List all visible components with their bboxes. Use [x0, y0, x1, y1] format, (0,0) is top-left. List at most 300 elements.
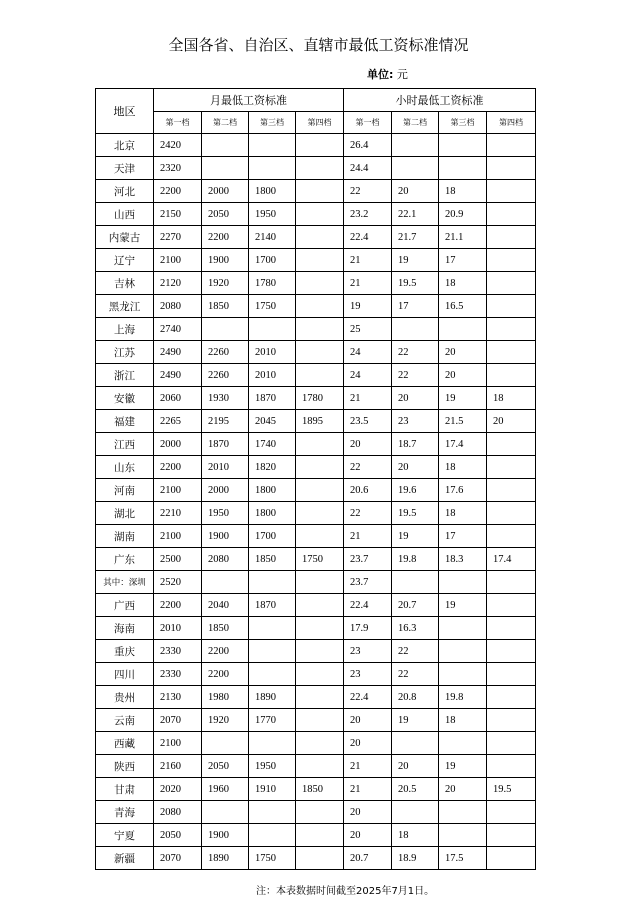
table-row — [96, 755, 536, 778]
hourly-tier-3-cell: 18 — [439, 456, 487, 479]
monthly-tier-4-cell — [296, 525, 344, 548]
region-cell: 广西 — [96, 594, 154, 617]
hourly-tier-2-cell — [392, 801, 439, 824]
unit-value: 元 — [396, 68, 408, 81]
hourly-tier-2-cell: 22 — [392, 640, 439, 663]
hourly-tier-1-cell: 24.4 — [344, 157, 392, 180]
hourly-tier-1-cell: 25 — [344, 318, 392, 341]
hourly-tier-2-cell: 19.5 — [392, 502, 439, 525]
monthly-tier-1-cell: 2320 — [154, 157, 202, 180]
region-cell: 江西 — [96, 433, 154, 456]
monthly-tier-3-cell: 1870 — [249, 594, 296, 617]
hourly-tier-3-cell — [439, 157, 487, 180]
hourly-tier-3-cell: 17.6 — [439, 479, 487, 502]
monthly-tier-3-cell: 1780 — [249, 272, 296, 295]
region-cell: 西藏 — [96, 732, 154, 755]
hourly-tier-1-cell: 26.4 — [344, 134, 392, 157]
hourly-tier-4-cell — [487, 686, 536, 709]
monthly-tier-4-cell — [296, 203, 344, 226]
header-monthly-tier-4: 第四档 — [296, 112, 344, 134]
hourly-tier-2-cell — [392, 157, 439, 180]
table-row — [96, 640, 536, 663]
table-row — [96, 157, 536, 180]
hourly-tier-3-cell: 21.1 — [439, 226, 487, 249]
hourly-tier-4-cell — [487, 456, 536, 479]
hourly-tier-2-cell: 19 — [392, 525, 439, 548]
header-hourly-tier-3: 第三档 — [439, 112, 487, 134]
hourly-tier-2-cell: 23 — [392, 410, 439, 433]
hourly-tier-1-cell: 21 — [344, 249, 392, 272]
monthly-tier-2-cell: 2260 — [202, 364, 249, 387]
monthly-tier-4-cell — [296, 341, 344, 364]
region-cell: 福建 — [96, 410, 154, 433]
monthly-tier-1-cell: 2210 — [154, 502, 202, 525]
monthly-tier-4-cell: 1895 — [296, 410, 344, 433]
hourly-tier-3-cell: 18 — [439, 709, 487, 732]
hourly-tier-2-cell: 22 — [392, 364, 439, 387]
table-row — [96, 732, 536, 755]
hourly-tier-1-cell: 24 — [344, 341, 392, 364]
monthly-tier-2-cell — [202, 571, 249, 594]
monthly-tier-3-cell: 2140 — [249, 226, 296, 249]
monthly-tier-4-cell — [296, 709, 344, 732]
monthly-tier-1-cell: 2130 — [154, 686, 202, 709]
region-cell: 海南 — [96, 617, 154, 640]
monthly-tier-3-cell: 1750 — [249, 847, 296, 870]
monthly-tier-3-cell: 1750 — [249, 295, 296, 318]
monthly-tier-4-cell — [296, 617, 344, 640]
table-row — [96, 433, 536, 456]
region-cell: 云南 — [96, 709, 154, 732]
hourly-tier-3-cell — [439, 571, 487, 594]
monthly-tier-1-cell: 2490 — [154, 341, 202, 364]
monthly-tier-4-cell — [296, 847, 344, 870]
monthly-tier-4-cell — [296, 663, 344, 686]
monthly-tier-3-cell: 1950 — [249, 203, 296, 226]
table-row — [96, 502, 536, 525]
hourly-tier-4-cell: 20 — [487, 410, 536, 433]
monthly-tier-2-cell: 1890 — [202, 847, 249, 870]
monthly-tier-1-cell: 2500 — [154, 548, 202, 571]
hourly-tier-4-cell — [487, 571, 536, 594]
region-cell: 陕西 — [96, 755, 154, 778]
monthly-tier-4-cell — [296, 456, 344, 479]
hourly-tier-2-cell: 20 — [392, 755, 439, 778]
monthly-tier-3-cell: 1700 — [249, 525, 296, 548]
monthly-tier-1-cell: 2120 — [154, 272, 202, 295]
monthly-tier-2-cell: 1850 — [202, 617, 249, 640]
table-row — [96, 410, 536, 433]
monthly-tier-3-cell: 1800 — [249, 180, 296, 203]
monthly-tier-2-cell: 1950 — [202, 502, 249, 525]
hourly-tier-2-cell: 18 — [392, 824, 439, 847]
region-cell: 新疆 — [96, 847, 154, 870]
table-row — [96, 226, 536, 249]
table-row — [96, 180, 536, 203]
header-hourly-tier-1: 第一档 — [344, 112, 392, 134]
region-cell: 天津 — [96, 157, 154, 180]
monthly-tier-2-cell: 2195 — [202, 410, 249, 433]
hourly-tier-2-cell: 19 — [392, 249, 439, 272]
monthly-tier-3-cell — [249, 824, 296, 847]
monthly-tier-2-cell — [202, 801, 249, 824]
hourly-tier-2-cell: 20.5 — [392, 778, 439, 801]
hourly-tier-1-cell: 20 — [344, 732, 392, 755]
monthly-tier-4-cell — [296, 571, 344, 594]
region-cell: 河南 — [96, 479, 154, 502]
hourly-tier-4-cell — [487, 594, 536, 617]
hourly-tier-2-cell: 20 — [392, 456, 439, 479]
region-cell: 安徽 — [96, 387, 154, 410]
monthly-tier-4-cell: 1780 — [296, 387, 344, 410]
region-cell: 四川 — [96, 663, 154, 686]
hourly-tier-2-cell: 18.9 — [392, 847, 439, 870]
monthly-tier-2-cell: 2200 — [202, 640, 249, 663]
hourly-tier-1-cell: 22 — [344, 502, 392, 525]
monthly-tier-3-cell: 1950 — [249, 755, 296, 778]
hourly-tier-1-cell: 20 — [344, 433, 392, 456]
monthly-tier-1-cell: 2070 — [154, 709, 202, 732]
monthly-tier-3-cell: 1770 — [249, 709, 296, 732]
hourly-tier-4-cell: 19.5 — [487, 778, 536, 801]
monthly-tier-1-cell: 2150 — [154, 203, 202, 226]
monthly-tier-2-cell: 2200 — [202, 663, 249, 686]
hourly-tier-3-cell — [439, 824, 487, 847]
monthly-tier-1-cell: 2740 — [154, 318, 202, 341]
hourly-tier-1-cell: 20.7 — [344, 847, 392, 870]
hourly-tier-2-cell: 17 — [392, 295, 439, 318]
monthly-tier-2-cell: 1960 — [202, 778, 249, 801]
monthly-tier-2-cell: 1920 — [202, 272, 249, 295]
table-row — [96, 295, 536, 318]
hourly-tier-4-cell — [487, 847, 536, 870]
region-cell: 河北 — [96, 180, 154, 203]
monthly-tier-2-cell: 1900 — [202, 525, 249, 548]
region-cell: 浙江 — [96, 364, 154, 387]
hourly-tier-4-cell — [487, 364, 536, 387]
monthly-tier-2-cell: 2200 — [202, 226, 249, 249]
table-row — [96, 525, 536, 548]
monthly-tier-2-cell — [202, 134, 249, 157]
monthly-tier-4-cell — [296, 157, 344, 180]
hourly-tier-3-cell: 20 — [439, 364, 487, 387]
unit-line — [367, 66, 408, 82]
region-cell: 甘肃 — [96, 778, 154, 801]
monthly-tier-3-cell: 2045 — [249, 410, 296, 433]
table-row — [96, 778, 536, 801]
table-row — [96, 847, 536, 870]
hourly-tier-2-cell: 22 — [392, 663, 439, 686]
hourly-tier-1-cell: 22.4 — [344, 686, 392, 709]
table-row — [96, 272, 536, 295]
hourly-tier-1-cell: 20 — [344, 801, 392, 824]
hourly-tier-1-cell: 22.4 — [344, 594, 392, 617]
hourly-tier-4-cell: 18 — [487, 387, 536, 410]
table-row — [96, 594, 536, 617]
monthly-tier-2-cell: 1930 — [202, 387, 249, 410]
monthly-tier-4-cell — [296, 318, 344, 341]
hourly-tier-4-cell — [487, 226, 536, 249]
table-row — [96, 617, 536, 640]
monthly-tier-1-cell: 2330 — [154, 640, 202, 663]
region-cell: 湖南 — [96, 525, 154, 548]
hourly-tier-1-cell: 21 — [344, 387, 392, 410]
hourly-tier-4-cell — [487, 180, 536, 203]
hourly-tier-4-cell — [487, 801, 536, 824]
hourly-tier-2-cell: 16.3 — [392, 617, 439, 640]
hourly-tier-3-cell: 17.4 — [439, 433, 487, 456]
monthly-tier-3-cell: 1700 — [249, 249, 296, 272]
region-cell: 贵州 — [96, 686, 154, 709]
monthly-tier-1-cell: 2020 — [154, 778, 202, 801]
monthly-tier-4-cell — [296, 502, 344, 525]
monthly-tier-2-cell: 1900 — [202, 249, 249, 272]
min-wage-table — [95, 88, 536, 870]
table-row — [96, 686, 536, 709]
hourly-tier-3-cell: 16.5 — [439, 295, 487, 318]
hourly-tier-3-cell: 17 — [439, 525, 487, 548]
monthly-tier-1-cell: 2330 — [154, 663, 202, 686]
monthly-tier-2-cell: 1920 — [202, 709, 249, 732]
hourly-tier-1-cell: 24 — [344, 364, 392, 387]
table-row — [96, 456, 536, 479]
monthly-tier-2-cell: 1980 — [202, 686, 249, 709]
page-title: 全国各省、自治区、直辖市最低工资标准情况 — [168, 36, 469, 54]
monthly-tier-4-cell — [296, 295, 344, 318]
hourly-tier-1-cell: 20.6 — [344, 479, 392, 502]
hourly-tier-3-cell: 19 — [439, 594, 487, 617]
region-cell: 北京 — [96, 134, 154, 157]
hourly-tier-1-cell: 22.4 — [344, 226, 392, 249]
monthly-tier-4-cell — [296, 134, 344, 157]
hourly-tier-4-cell — [487, 157, 536, 180]
hourly-tier-1-cell: 23 — [344, 663, 392, 686]
table-row — [96, 387, 536, 410]
hourly-tier-1-cell: 22 — [344, 456, 392, 479]
region-cell: 辽宁 — [96, 249, 154, 272]
monthly-tier-1-cell: 2100 — [154, 525, 202, 548]
monthly-tier-3-cell: 2010 — [249, 364, 296, 387]
table-row — [96, 663, 536, 686]
hourly-tier-4-cell — [487, 755, 536, 778]
hourly-tier-2-cell: 20 — [392, 180, 439, 203]
region-cell: 重庆 — [96, 640, 154, 663]
hourly-tier-2-cell: 19.8 — [392, 548, 439, 571]
monthly-tier-3-cell: 1870 — [249, 387, 296, 410]
hourly-tier-4-cell — [487, 502, 536, 525]
monthly-tier-2-cell — [202, 318, 249, 341]
monthly-tier-2-cell: 2080 — [202, 548, 249, 571]
unit-label: 单位: — [367, 68, 394, 81]
hourly-tier-2-cell: 22.1 — [392, 203, 439, 226]
monthly-tier-3-cell — [249, 157, 296, 180]
monthly-tier-1-cell: 2200 — [154, 594, 202, 617]
monthly-tier-3-cell: 1740 — [249, 433, 296, 456]
monthly-tier-1-cell: 2060 — [154, 387, 202, 410]
monthly-tier-4-cell: 1850 — [296, 778, 344, 801]
monthly-tier-1-cell: 2080 — [154, 295, 202, 318]
hourly-tier-4-cell — [487, 663, 536, 686]
monthly-tier-1-cell: 2160 — [154, 755, 202, 778]
hourly-tier-3-cell — [439, 134, 487, 157]
hourly-tier-2-cell: 21.7 — [392, 226, 439, 249]
hourly-tier-3-cell — [439, 801, 487, 824]
hourly-tier-3-cell — [439, 732, 487, 755]
hourly-tier-4-cell — [487, 640, 536, 663]
region-cell: 广东 — [96, 548, 154, 571]
monthly-tier-3-cell: 1850 — [249, 548, 296, 571]
monthly-tier-2-cell: 1850 — [202, 295, 249, 318]
table-row — [96, 134, 536, 157]
hourly-tier-1-cell: 23.7 — [344, 548, 392, 571]
table-row — [96, 548, 536, 571]
region-cell: 江苏 — [96, 341, 154, 364]
monthly-tier-2-cell: 1870 — [202, 433, 249, 456]
header-monthly-tier-2: 第二档 — [202, 112, 249, 134]
hourly-tier-1-cell: 21 — [344, 755, 392, 778]
footnote: 注：本表数据时间截至2025年7月1日。 — [256, 886, 435, 897]
monthly-tier-1-cell: 2200 — [154, 180, 202, 203]
monthly-tier-1-cell: 2000 — [154, 433, 202, 456]
table-row — [96, 364, 536, 387]
region-cell: 山东 — [96, 456, 154, 479]
monthly-tier-4-cell — [296, 801, 344, 824]
hourly-tier-1-cell: 17.9 — [344, 617, 392, 640]
hourly-tier-3-cell: 20.9 — [439, 203, 487, 226]
monthly-tier-2-cell: 2010 — [202, 456, 249, 479]
monthly-tier-4-cell — [296, 180, 344, 203]
hourly-tier-2-cell: 22 — [392, 341, 439, 364]
monthly-tier-2-cell — [202, 157, 249, 180]
hourly-tier-3-cell — [439, 640, 487, 663]
hourly-tier-4-cell — [487, 341, 536, 364]
monthly-tier-3-cell: 2010 — [249, 341, 296, 364]
region-cell: 其中：深圳 — [96, 571, 154, 594]
hourly-tier-2-cell: 19.6 — [392, 479, 439, 502]
monthly-tier-2-cell: 2260 — [202, 341, 249, 364]
monthly-tier-3-cell — [249, 732, 296, 755]
hourly-tier-4-cell — [487, 249, 536, 272]
monthly-tier-1-cell: 2100 — [154, 732, 202, 755]
hourly-tier-2-cell — [392, 732, 439, 755]
hourly-tier-2-cell: 20 — [392, 387, 439, 410]
monthly-tier-3-cell — [249, 617, 296, 640]
header-monthly-tier-3: 第三档 — [249, 112, 296, 134]
hourly-tier-3-cell: 21.5 — [439, 410, 487, 433]
hourly-tier-3-cell: 19 — [439, 387, 487, 410]
monthly-tier-4-cell — [296, 479, 344, 502]
hourly-tier-3-cell: 18 — [439, 272, 487, 295]
hourly-tier-1-cell: 21 — [344, 778, 392, 801]
hourly-tier-4-cell — [487, 203, 536, 226]
monthly-tier-2-cell: 2000 — [202, 180, 249, 203]
hourly-tier-3-cell: 19.8 — [439, 686, 487, 709]
hourly-tier-1-cell: 23 — [344, 640, 392, 663]
hourly-tier-1-cell: 19 — [344, 295, 392, 318]
monthly-tier-4-cell — [296, 272, 344, 295]
table-row — [96, 801, 536, 824]
monthly-tier-1-cell: 2270 — [154, 226, 202, 249]
hourly-tier-3-cell: 18 — [439, 180, 487, 203]
hourly-tier-1-cell: 23.2 — [344, 203, 392, 226]
monthly-tier-1-cell: 2070 — [154, 847, 202, 870]
monthly-tier-3-cell — [249, 134, 296, 157]
monthly-tier-2-cell: 2000 — [202, 479, 249, 502]
monthly-tier-4-cell — [296, 824, 344, 847]
table-row — [96, 249, 536, 272]
monthly-tier-3-cell — [249, 801, 296, 824]
hourly-tier-1-cell: 23.7 — [344, 571, 392, 594]
table-row — [96, 318, 536, 341]
hourly-tier-3-cell: 19 — [439, 755, 487, 778]
monthly-tier-1-cell: 2420 — [154, 134, 202, 157]
hourly-tier-3-cell: 18.3 — [439, 548, 487, 571]
region-cell: 宁夏 — [96, 824, 154, 847]
header-monthly-tier-1: 第一档 — [154, 112, 202, 134]
hourly-tier-4-cell — [487, 617, 536, 640]
header-hourly-tier-4: 第四档 — [487, 112, 536, 134]
hourly-tier-4-cell — [487, 295, 536, 318]
monthly-tier-4-cell — [296, 640, 344, 663]
region-cell: 吉林 — [96, 272, 154, 295]
monthly-tier-1-cell: 2080 — [154, 801, 202, 824]
table-row — [96, 341, 536, 364]
table-row — [96, 709, 536, 732]
hourly-tier-2-cell: 20.7 — [392, 594, 439, 617]
hourly-tier-3-cell: 18 — [439, 502, 487, 525]
monthly-tier-1-cell: 2010 — [154, 617, 202, 640]
hourly-tier-1-cell: 21 — [344, 272, 392, 295]
hourly-tier-1-cell: 20 — [344, 709, 392, 732]
hourly-tier-4-cell — [487, 709, 536, 732]
hourly-tier-4-cell — [487, 732, 536, 755]
monthly-tier-3-cell: 1890 — [249, 686, 296, 709]
monthly-tier-4-cell — [296, 433, 344, 456]
hourly-tier-1-cell: 23.5 — [344, 410, 392, 433]
hourly-tier-4-cell: 17.4 — [487, 548, 536, 571]
hourly-tier-3-cell: 20 — [439, 778, 487, 801]
monthly-tier-3-cell: 1910 — [249, 778, 296, 801]
hourly-tier-1-cell: 21 — [344, 525, 392, 548]
monthly-tier-3-cell: 1800 — [249, 502, 296, 525]
hourly-tier-2-cell — [392, 318, 439, 341]
region-cell: 黑龙江 — [96, 295, 154, 318]
monthly-tier-2-cell: 2040 — [202, 594, 249, 617]
monthly-tier-3-cell — [249, 318, 296, 341]
monthly-tier-4-cell — [296, 226, 344, 249]
monthly-tier-4-cell: 1750 — [296, 548, 344, 571]
hourly-tier-4-cell — [487, 272, 536, 295]
hourly-tier-2-cell — [392, 571, 439, 594]
hourly-tier-3-cell: 17.5 — [439, 847, 487, 870]
hourly-tier-4-cell — [487, 433, 536, 456]
hourly-tier-2-cell — [392, 134, 439, 157]
hourly-tier-2-cell: 20.8 — [392, 686, 439, 709]
monthly-tier-2-cell: 2050 — [202, 203, 249, 226]
monthly-tier-2-cell — [202, 732, 249, 755]
monthly-tier-1-cell: 2490 — [154, 364, 202, 387]
monthly-tier-4-cell — [296, 594, 344, 617]
region-cell: 上海 — [96, 318, 154, 341]
region-cell: 山西 — [96, 203, 154, 226]
monthly-tier-1-cell: 2265 — [154, 410, 202, 433]
monthly-tier-4-cell — [296, 364, 344, 387]
hourly-tier-4-cell — [487, 525, 536, 548]
monthly-tier-4-cell — [296, 732, 344, 755]
monthly-tier-3-cell — [249, 663, 296, 686]
hourly-tier-1-cell: 20 — [344, 824, 392, 847]
hourly-tier-4-cell — [487, 318, 536, 341]
